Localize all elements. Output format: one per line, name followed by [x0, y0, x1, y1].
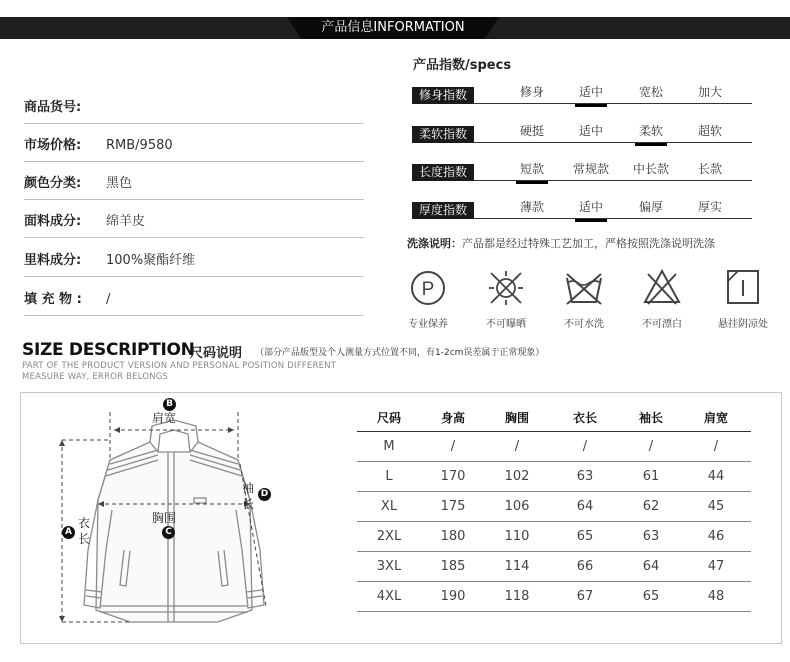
info-value: /	[106, 292, 111, 307]
info-label: 里料成分:	[24, 253, 82, 268]
spec-row	[412, 197, 752, 219]
size-table-cell: 65	[549, 522, 621, 552]
size-table-cell: /	[681, 432, 751, 462]
size-description-title: SIZE DESCRIPTION	[22, 340, 195, 360]
wash-caption: 不可漂白	[642, 319, 682, 330]
info-row	[24, 161, 364, 200]
size-table-cell: 48	[681, 582, 751, 612]
size-table-row	[357, 462, 751, 492]
size-table-cell: 61	[621, 462, 681, 492]
svg-text:P: P	[421, 279, 435, 300]
spec-option-selected: 短款	[507, 160, 557, 177]
sleeve-label-1: 袖	[242, 481, 255, 495]
size-table-header-cell: 尺码	[357, 403, 421, 432]
no-sun-dry-icon	[486, 268, 526, 312]
wash-caption: 不可曝晒	[486, 319, 526, 330]
size-table-cell: 106	[485, 492, 549, 522]
size-table-cell: 175	[421, 492, 485, 522]
size-subtitle-line1: PART OF THE PRODUCT VERSION AND PERSONAL POSITION DIFFERENT	[22, 361, 337, 371]
sleeve-badge: D	[258, 488, 271, 501]
size-table-cell: 180	[421, 522, 485, 552]
no-bleach-icon	[642, 268, 682, 312]
no-water-wash-icon	[564, 268, 604, 312]
sleeve-label-2: 长	[242, 497, 255, 511]
size-table-row	[357, 432, 751, 462]
size-table-cell: /	[621, 432, 681, 462]
size-table-cell: 67	[549, 582, 621, 612]
chest-badge: C	[162, 526, 175, 539]
size-note: （部分产品版型及个人测量方式位置不同，有1-2cm误差属于正常现象）	[255, 348, 545, 358]
wash-note-label: 洗涤说明：	[407, 237, 462, 250]
spec-option: 宽松	[638, 85, 663, 99]
size-table-row	[357, 582, 751, 612]
size-table-cell: 45	[681, 492, 751, 522]
spec-option: 厚实	[697, 200, 722, 214]
size-table-cell: 64	[549, 492, 621, 522]
size-table-row	[357, 522, 751, 552]
info-row	[24, 199, 364, 238]
specs-title: 产品指数/specs	[413, 58, 512, 73]
spec-row	[412, 159, 752, 181]
wash-item-no-water-wash	[546, 268, 622, 338]
size-table	[357, 403, 751, 612]
chest-label: 胸围	[152, 511, 177, 525]
size-table-cell: 102	[485, 462, 549, 492]
spec-option: 修身	[519, 85, 544, 99]
info-value: 绵羊皮	[106, 214, 146, 229]
section-title-information: 产品信息INFORMATION	[301, 17, 485, 39]
wash-caption: 不可水洗	[564, 319, 604, 330]
info-value: RMB/9580	[106, 138, 173, 153]
size-table-header-cell: 身高	[421, 403, 485, 432]
spec-option-selected: 柔软	[626, 122, 676, 139]
spec-option: 薄款	[519, 200, 544, 214]
info-value: 黑色	[106, 176, 133, 191]
size-table-cell: L	[357, 462, 421, 492]
spec-option: 长款	[697, 162, 722, 176]
spec-label: 修身指数	[412, 87, 474, 104]
spec-row	[412, 121, 752, 143]
size-table-cell: 118	[485, 582, 549, 612]
length-badge: A	[62, 526, 75, 539]
size-table-cell: /	[485, 432, 549, 462]
size-table-cell: 46	[681, 522, 751, 552]
size-table-cell: 63	[549, 462, 621, 492]
size-table-header-cell: 胸围	[485, 403, 549, 432]
size-table-cell: 185	[421, 552, 485, 582]
spec-option: 加大	[697, 85, 722, 99]
info-row	[24, 277, 364, 316]
info-row	[24, 123, 364, 162]
hang-dry-shade-icon	[723, 268, 763, 312]
info-row	[24, 85, 364, 124]
spec-option: 中长款	[632, 162, 669, 176]
spec-option-selected: 适中	[566, 198, 616, 215]
size-table-header	[357, 403, 751, 432]
size-table-row	[357, 552, 751, 582]
spec-option-selected: 适中	[566, 83, 616, 100]
spec-option: 偏厚	[638, 200, 663, 214]
info-value: 100%聚酯纤维	[106, 253, 196, 268]
info-label: 颜色分类:	[24, 176, 82, 191]
spec-label: 长度指数	[412, 164, 474, 181]
size-table-cell: 64	[621, 552, 681, 582]
wash-item-professional-care	[390, 268, 466, 338]
size-table-cell: 3XL	[357, 552, 421, 582]
size-table-cell: 4XL	[357, 582, 421, 612]
wash-item-no-sun-dry	[468, 268, 544, 338]
info-label: 市场价格:	[24, 138, 82, 153]
size-table-cell: 62	[621, 492, 681, 522]
info-row	[24, 238, 364, 277]
length-label-1: 衣	[78, 516, 91, 530]
spec-option: 适中	[578, 124, 603, 138]
spec-option: 超软	[697, 124, 722, 138]
size-table-cell: M	[357, 432, 421, 462]
size-table-cell: /	[549, 432, 621, 462]
size-table-cell: 190	[421, 582, 485, 612]
size-subtitle-line2: MEASURE WAY, ERROR BELONGS	[22, 372, 169, 382]
size-table-cell: 2XL	[357, 522, 421, 552]
size-table-cell: 66	[549, 552, 621, 582]
size-table-cell: 65	[621, 582, 681, 612]
size-table-cell: /	[421, 432, 485, 462]
professional-care-icon	[408, 268, 448, 312]
size-table-row	[357, 492, 751, 522]
info-label: 商品货号:	[24, 100, 82, 115]
wash-item-no-bleach	[624, 268, 700, 338]
size-table-header-cell: 袖长	[621, 403, 681, 432]
size-table-cell: 114	[485, 552, 549, 582]
size-table-cell: 47	[681, 552, 751, 582]
info-label: 面料成分:	[24, 214, 82, 229]
wash-note-text: 产品都是经过特殊工艺加工，严格按照洗涤说明洗涤	[462, 237, 715, 250]
wash-caption: 专业保养	[408, 319, 448, 330]
spec-label: 柔软指数	[412, 126, 474, 143]
spec-label: 厚度指数	[412, 202, 474, 219]
spec-option: 硬挺	[519, 124, 544, 138]
size-table-header-cell: 衣长	[549, 403, 621, 432]
spec-row	[412, 82, 752, 104]
shoulder-badge: B	[163, 398, 176, 411]
size-table-cell: 63	[621, 522, 681, 552]
length-label-2: 长	[78, 532, 91, 546]
info-label: 填 充 物 :	[24, 292, 82, 307]
size-table-cell: XL	[357, 492, 421, 522]
size-table-cell: 170	[421, 462, 485, 492]
spec-option: 常规款	[572, 162, 609, 176]
size-table-header-cell: 肩宽	[681, 403, 751, 432]
shoulder-label: 肩宽	[152, 411, 177, 425]
size-table-cell: 110	[485, 522, 549, 552]
wash-caption: 悬挂阴凉处	[718, 319, 768, 330]
wash-item-hang-dry-shade	[705, 268, 781, 338]
size-description-title-cn: 尺码说明	[190, 346, 243, 361]
wash-note	[407, 235, 715, 251]
size-table-cell: 44	[681, 462, 751, 492]
